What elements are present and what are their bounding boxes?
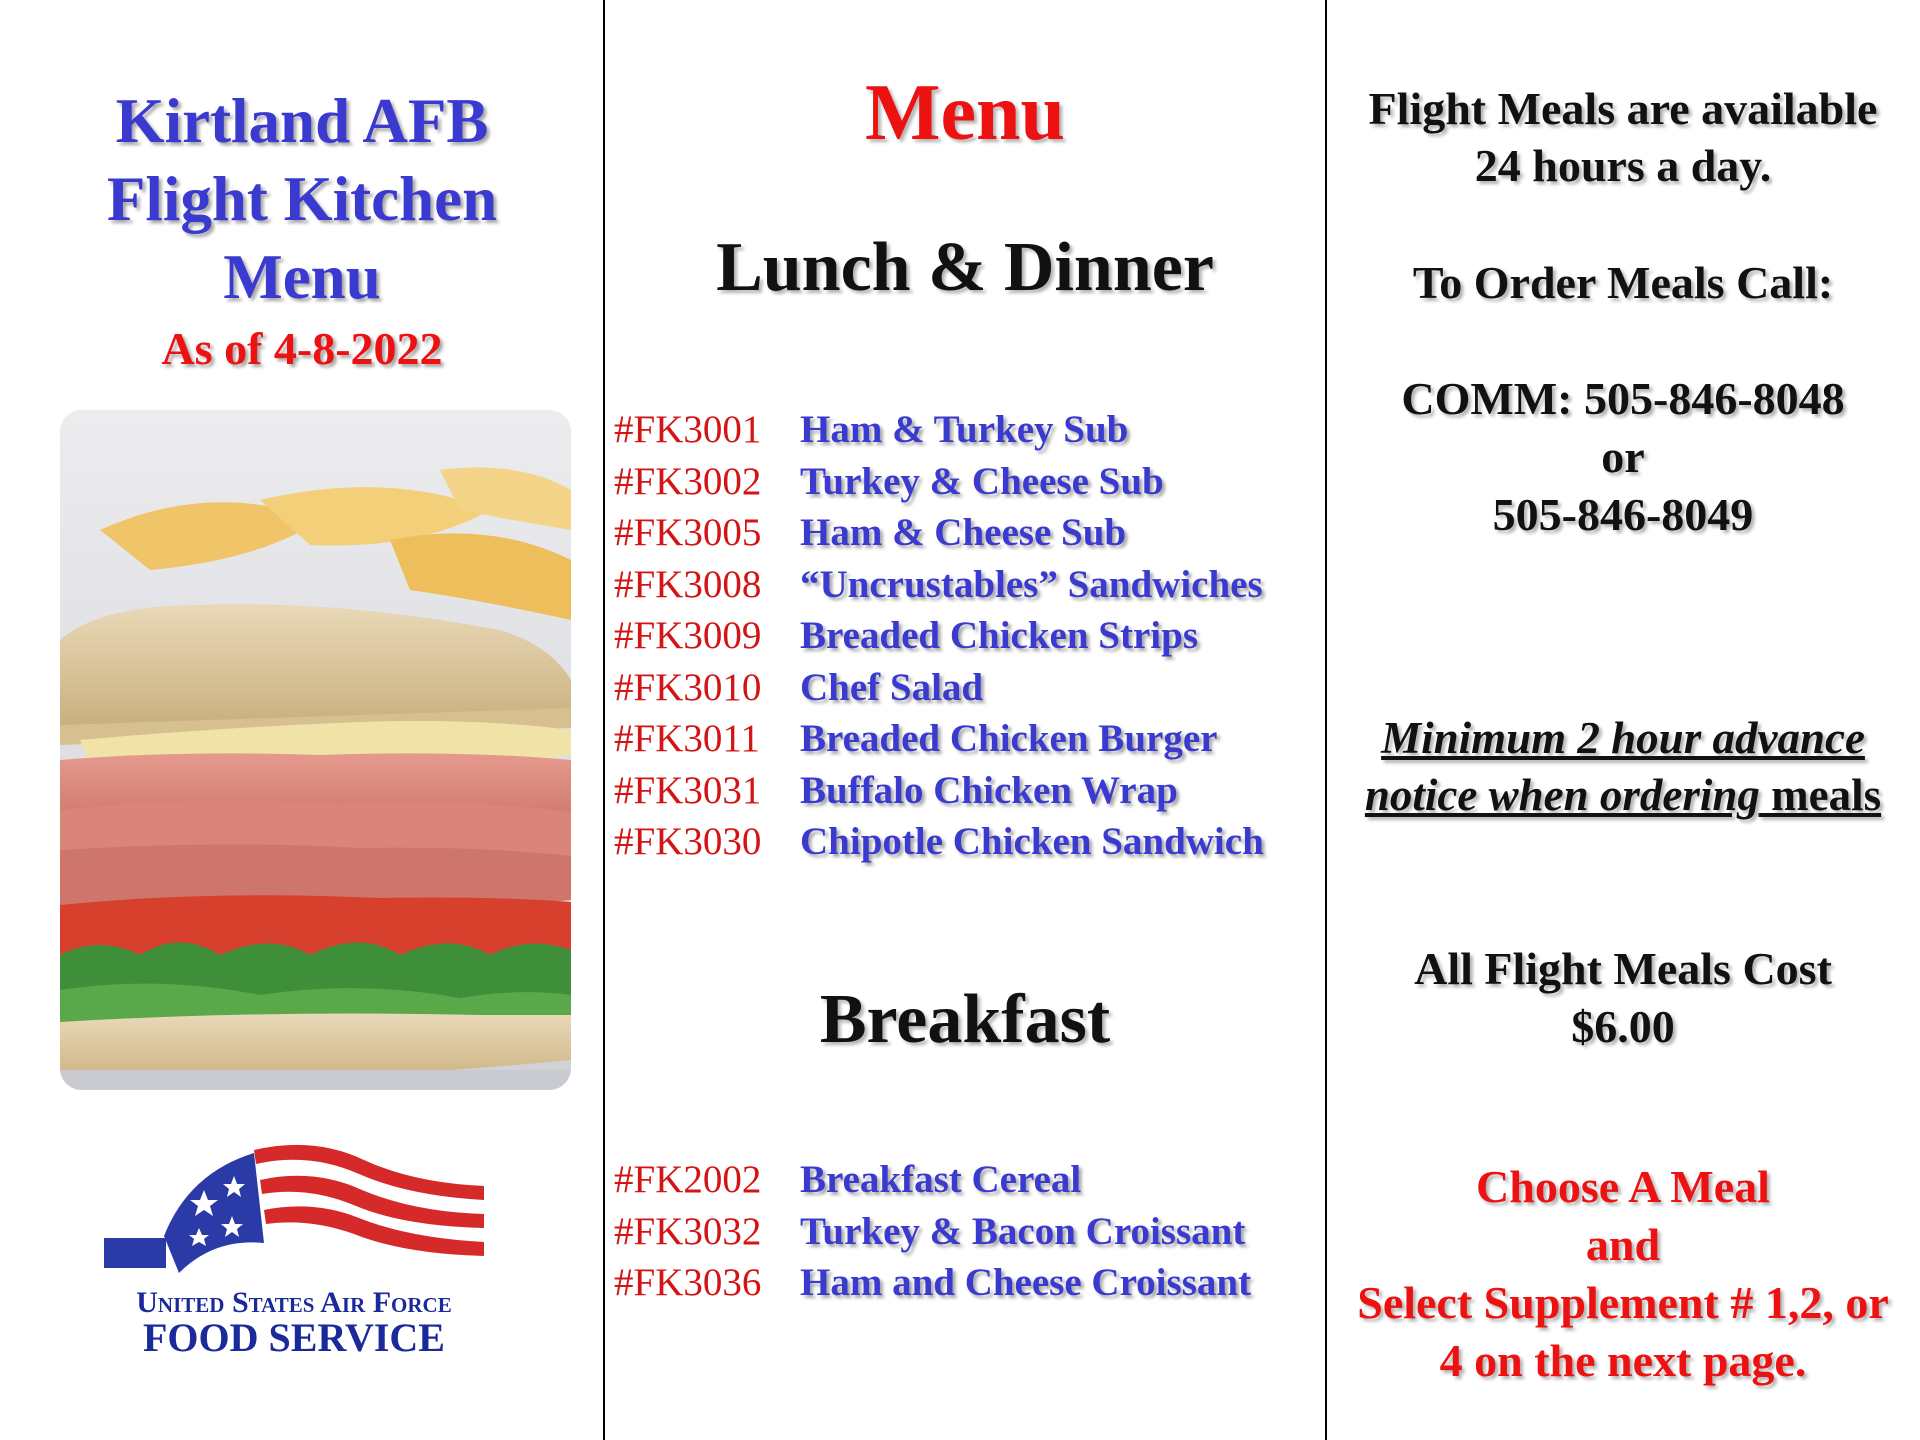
choose-line-2: and xyxy=(1585,1219,1661,1270)
item-code: #FK3030 xyxy=(614,820,762,863)
notice-line-2-italic: notice when ordering xyxy=(1364,770,1760,820)
lunch-dinner-heading: Lunch & Dinner xyxy=(716,229,1214,306)
item-code: #FK3011 xyxy=(614,717,760,760)
item-name: Ham & Cheese Sub xyxy=(800,511,1127,554)
item-name: Breaded Chicken Strips xyxy=(800,614,1198,657)
meal-cost: $6.00 xyxy=(1571,1001,1675,1052)
item-name: Breaded Chicken Burger xyxy=(800,717,1218,760)
item-code: #FK3002 xyxy=(614,459,762,503)
breakfast-heading: Breakfast xyxy=(819,981,1111,1058)
notice-line-1: Minimum 2 hour advance xyxy=(1381,713,1865,763)
title-line-3: Menu xyxy=(223,242,381,312)
logo-text-food-service: FOOD SERVICE xyxy=(143,1315,445,1360)
menu-item xyxy=(614,404,1326,456)
menu-item xyxy=(614,765,1326,817)
lunch-dinner-list xyxy=(614,404,1326,868)
title-line-2: Flight Kitchen xyxy=(106,164,498,234)
sandwich-photo xyxy=(60,410,571,1090)
menu-item xyxy=(614,559,1326,611)
order-label: To Order Meals Call: xyxy=(1412,257,1834,308)
as-of-date: As of 4-8-2022 xyxy=(161,323,443,374)
notice-line-2 xyxy=(1326,767,1920,824)
item-code: #FK3010 xyxy=(614,665,762,709)
item-code: #FK3036 xyxy=(614,1261,762,1304)
item-name: Turkey & Bacon Croissant xyxy=(800,1209,1246,1253)
menu-title: Menu xyxy=(865,69,1065,157)
breakfast-list xyxy=(614,1154,1326,1309)
item-code: #FK3001 xyxy=(614,408,762,451)
menu-panel xyxy=(604,0,1326,1440)
menu-item xyxy=(614,662,1326,714)
item-name: Ham and Cheese Croissant xyxy=(800,1261,1252,1304)
choose-line-4: 4 on the next page. xyxy=(1439,1335,1807,1386)
menu-item xyxy=(614,1154,1326,1206)
item-name: Breakfast Cereal xyxy=(800,1158,1082,1201)
advance-notice xyxy=(1326,710,1920,824)
item-name: Turkey & Cheese Sub xyxy=(800,459,1164,503)
item-code: #FK3032 xyxy=(614,1209,762,1253)
menu-item xyxy=(614,713,1326,765)
menu-item xyxy=(614,456,1326,508)
availability-line-2: 24 hours a day. xyxy=(1474,140,1772,191)
cost-label: All Flight Meals Cost xyxy=(1414,943,1832,994)
item-name: Chipotle Chicken Sandwich xyxy=(800,820,1264,863)
notice-line-2-plain: meals xyxy=(1759,770,1882,820)
item-name: “Uncrustables” Sandwiches xyxy=(800,562,1263,606)
item-name: Ham & Turkey Sub xyxy=(800,408,1129,451)
menu-item xyxy=(614,507,1326,559)
logo-text-usaf: United States Air Force xyxy=(136,1286,452,1319)
flyer-title xyxy=(0,82,604,380)
item-code: #FK3031 xyxy=(614,768,762,812)
title-line-1: Kirtland AFB xyxy=(115,86,489,156)
item-code: #FK2002 xyxy=(614,1158,762,1201)
choose-line-1: Choose A Meal xyxy=(1476,1161,1770,1212)
item-code: #FK3009 xyxy=(614,614,762,657)
usaf-food-service-logo xyxy=(104,1128,484,1378)
or-text: or xyxy=(1601,431,1645,482)
menu-item xyxy=(614,1257,1326,1309)
item-name: Buffalo Chicken Wrap xyxy=(800,768,1178,812)
comm-phone: COMM: 505-846-8048 xyxy=(1401,373,1845,424)
menu-item xyxy=(614,816,1326,868)
alt-phone: 505-846-8049 xyxy=(1492,489,1754,540)
availability-line-1: Flight Meals are available xyxy=(1368,83,1878,134)
item-code: #FK3005 xyxy=(614,511,762,554)
item-name: Chef Salad xyxy=(800,665,984,709)
choose-line-3: Select Supplement # 1,2, or xyxy=(1357,1277,1889,1328)
availability-text xyxy=(1326,80,1920,194)
flag-icon xyxy=(104,1128,484,1288)
menu-item xyxy=(614,1206,1326,1258)
menu-item xyxy=(614,610,1326,662)
item-code: #FK3008 xyxy=(614,562,762,606)
left-panel xyxy=(0,0,604,1440)
info-panel xyxy=(1326,0,1920,1440)
sandwich-illustration xyxy=(60,410,571,1090)
